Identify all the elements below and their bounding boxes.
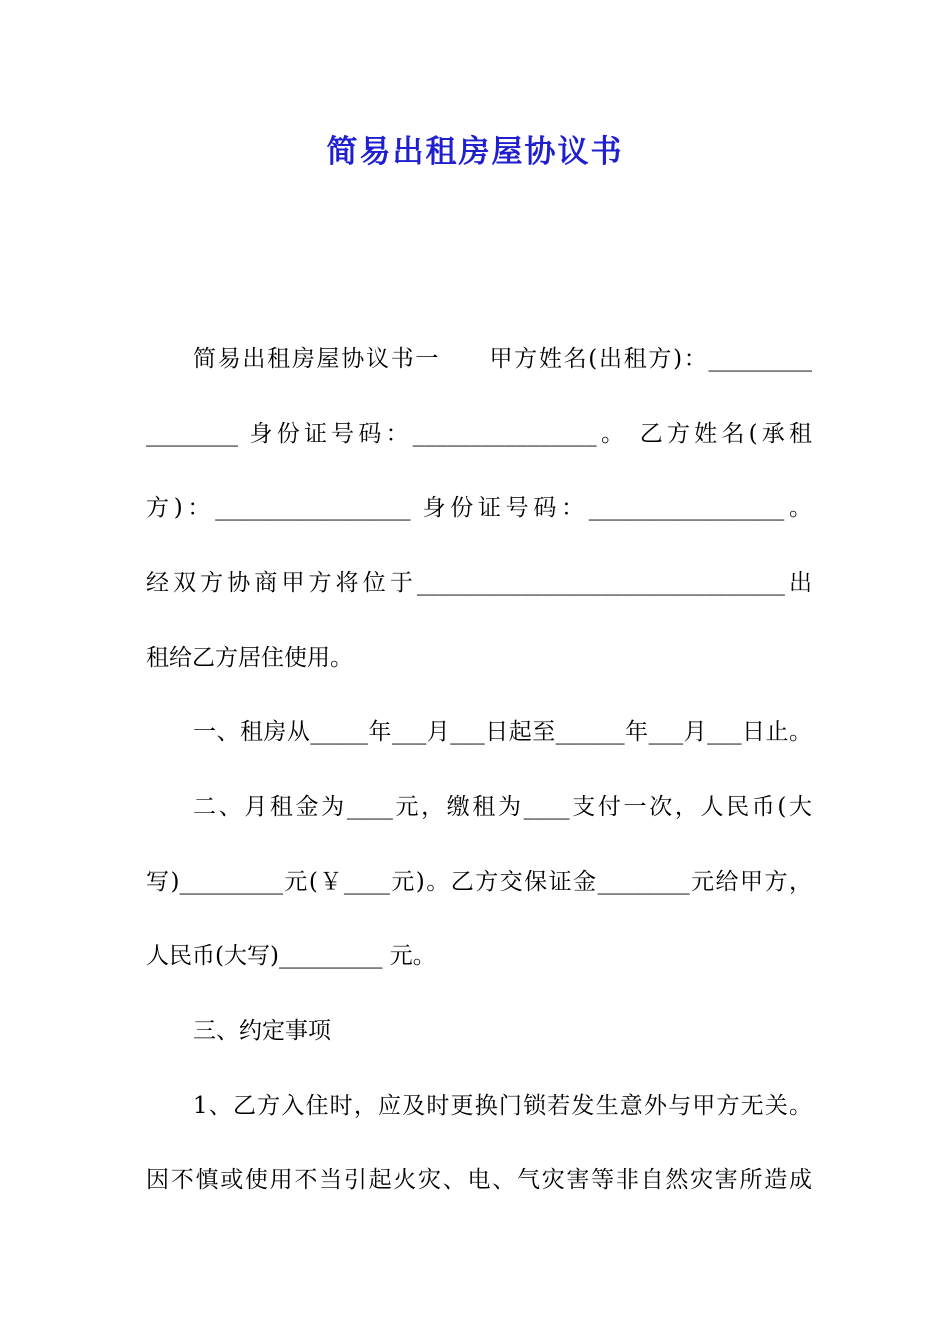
paragraph-line: 租给乙方居住使用。: [146, 645, 353, 671]
paragraph-line: 二、月租金为____元，缴租为____支付一次，人民币(大: [193, 794, 812, 820]
paragraph-line: ________ 身份证号码：________________。 乙方姓名(承租: [146, 421, 812, 447]
section-heading: 三、约定事项: [193, 1018, 331, 1044]
paragraph-line: 1、乙方入住时，应及时更换门锁若发生意外与甲方无关。: [193, 1093, 812, 1119]
paragraph-line: 方)：_________________ 身份证号码：_________________。: [146, 495, 812, 521]
paragraph-line: 人民币(大写)_________ 元。: [146, 943, 436, 969]
paragraph-line: 一、租房从_____年___月___日起至______年___月___日止。: [193, 719, 812, 745]
paragraph-line: 简易出租房屋协议书一 甲方姓名(出租方)：_________: [193, 346, 812, 372]
document-title: 简易出租房屋协议书: [326, 134, 624, 170]
paragraph-line: 写)_________元(￥____元)。乙方交保证金________元给甲方，: [146, 869, 812, 895]
paragraph-line: 因不慎或使用不当引起火灾、电、气灾害等非自然灾害所造成: [146, 1167, 812, 1193]
paragraph-line: 经双方协商甲方将位于________________________________出: [146, 570, 812, 596]
